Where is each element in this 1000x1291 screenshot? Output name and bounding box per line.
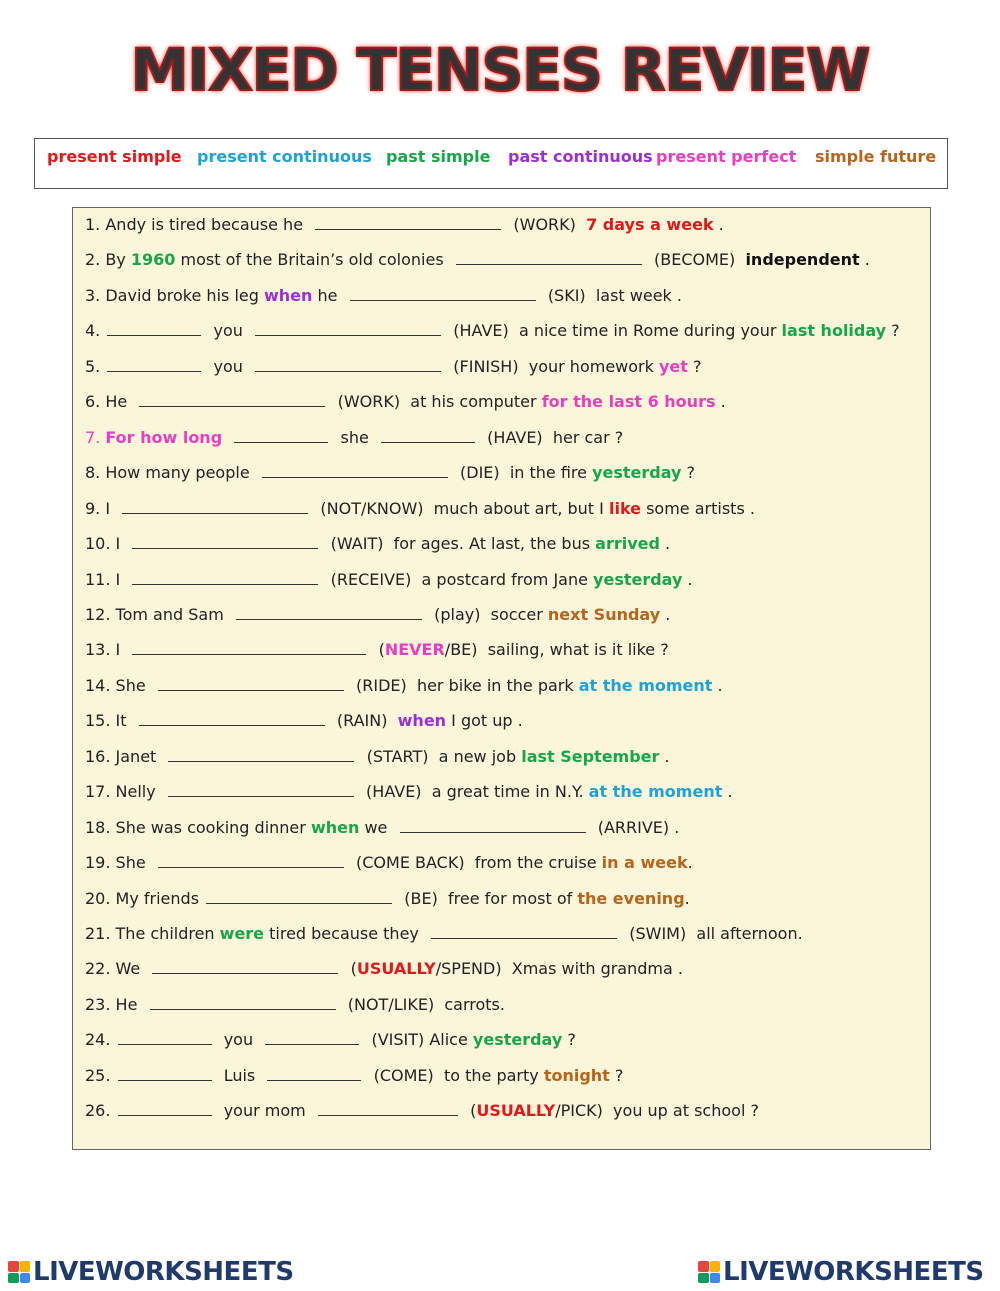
legend-present-continuous: present continuous [197,147,372,166]
question-text: 10. I [85,534,131,554]
time-expression: USUALLY [356,959,436,979]
time-expression: were [219,924,265,943]
liveworksheets-logo-right [698,1258,984,1286]
question-row [85,605,670,625]
answer-blank[interactable] [168,747,354,762]
answer-blank[interactable] [400,818,586,833]
question-text: ? [687,356,702,376]
question-text: I got up . [446,711,523,731]
time-expression: USUALLY [476,1101,556,1121]
question-text: . [684,888,690,908]
liveworksheets-logo-icon [698,1261,720,1283]
question-row [85,747,670,767]
question-text: 18. She was cooking dinner [85,817,311,837]
question-text: 4. [85,321,106,341]
time-expression: yesterday [472,1030,563,1050]
legend-past-simple: past simple [386,147,491,166]
time-expression: 7 days a week [586,215,714,234]
question-text: 22. We [85,959,151,979]
question-text: (COME BACK) from the cruise [345,853,602,873]
answer-blank[interactable] [150,995,336,1010]
question-text: ? [609,1065,624,1085]
question-text: 3. David broke his leg [85,285,264,305]
question-text: ? [886,321,900,341]
question-text: 26. [85,1101,116,1121]
question-text: (BECOME) [643,250,746,270]
answer-blank[interactable] [234,428,328,443]
question-text: (RECEIVE) a postcard from Jane [320,569,594,589]
question-text: (WORK) [503,215,587,234]
question-row [85,995,505,1015]
question-text: ( [368,640,385,660]
question-text: 13. I [85,640,131,660]
time-expression: at the moment [588,782,723,802]
question-text: 14. She [85,675,156,695]
answer-blank[interactable] [206,889,392,904]
question-text: . [712,675,723,695]
time-expression: in a week [601,853,688,873]
question-row [85,428,623,448]
question-text: (NOT/KNOW) much about art, but I [310,498,609,518]
question-text: 20. My friends [85,888,205,908]
answer-blank[interactable] [118,1101,212,1116]
time-expression: For how long [105,427,223,447]
answer-blank[interactable] [158,676,344,691]
answer-blank[interactable] [132,640,366,655]
question-text: he [312,285,348,305]
question-text: . [713,215,724,234]
question-text: you [203,356,254,376]
question-text: most of the Britain’s old colonies [175,250,454,270]
tense-legend [34,138,948,189]
question-row [85,1066,623,1086]
question-row [85,286,682,306]
question-text: . [682,569,693,589]
answer-blank[interactable] [315,215,501,230]
question-text: (FINISH) your homework [443,356,659,376]
question-text: Luis [213,1065,266,1085]
question-row [85,1030,576,1050]
question-text: 9. I [85,498,121,518]
answer-blank[interactable] [236,605,422,620]
question-text: 15. It [85,711,137,731]
question-text: ( [340,959,357,979]
question-row [85,534,670,554]
question-text: 21. The children [85,924,220,943]
question-text: ? [562,1030,576,1050]
question-text: (HAVE) a great time in N.Y. [355,782,589,802]
answer-blank[interactable] [122,499,308,514]
answer-blank[interactable] [132,570,318,585]
question-text: your mom [213,1101,316,1121]
legend-present-perfect: present perfect [656,147,797,166]
answer-blank[interactable] [350,286,536,301]
time-expression: NEVER [384,640,445,660]
answer-blank[interactable] [139,711,325,726]
question-text: 1. Andy is tired because he [85,215,314,234]
time-expression: last holiday [781,321,887,341]
questions-panel [72,207,931,1150]
question-text: (WORK) at his computer [327,392,542,412]
question-text: /PICK) you up at school ? [555,1101,759,1121]
question-text: (VISIT) Alice [361,1030,473,1050]
answer-blank[interactable] [158,853,344,868]
answer-blank[interactable] [456,250,642,265]
time-expression: yet [658,356,688,376]
answer-blank[interactable] [262,463,448,478]
question-text: . [660,604,671,624]
question-text: 25. [85,1065,116,1085]
question-text: . [659,746,670,766]
question-row [85,676,723,696]
question-row [85,357,701,377]
question-text: (HAVE) her car ? [477,427,624,447]
question-row [85,640,669,660]
question-text: (NOT/LIKE) carrots. [337,994,505,1014]
liveworksheets-logo-left [8,1258,294,1286]
question-text: (play) soccer [423,604,548,624]
question-text: (HAVE) a nice time in Rome during your [443,321,782,341]
question-row [85,570,693,590]
time-expression: the evening [577,888,685,908]
question-text: 2. By [85,250,131,270]
question-text: /BE) sailing, what is it like ? [444,640,669,660]
question-text: 16. Janet [85,746,167,766]
question-text: . [715,392,726,412]
question-text: we [359,817,398,837]
question-text: . [659,534,671,554]
question-row [85,392,726,412]
answer-blank[interactable] [318,1101,458,1116]
question-row [85,959,683,979]
time-expression: like [608,498,641,518]
brand-name: LIVEWORKSHEETS [723,1257,984,1287]
question-row [85,463,695,483]
question-row [85,853,693,873]
time-expression: yesterday [593,569,683,589]
time-expression: at the moment [578,675,713,695]
answer-blank[interactable] [118,1066,212,1081]
time-expression: next Sunday [547,604,661,624]
question-row [85,924,803,944]
answer-blank[interactable] [132,534,318,549]
time-expression: independent [745,250,860,270]
question-text: she [330,427,379,447]
question-text: ( [459,1101,477,1121]
question-text: 8. How many people [85,463,260,483]
answer-blank[interactable] [381,428,475,443]
time-expression: 1960 [130,250,176,270]
question-text: (ARRIVE) . [587,817,680,837]
question-text: 7. [85,427,106,447]
legend-simple-future: simple future [815,147,937,166]
question-text: 17. Nelly [85,782,166,802]
question-text: 12. Tom and Sam [85,604,234,624]
question-text: some artists . [641,498,755,518]
legend-past-continuous: past continuous [508,147,653,166]
question-row [85,889,690,909]
question-text: you [213,1030,264,1050]
question-text: (DIE) in the fire [449,463,593,483]
question-row [85,782,733,802]
question-row [85,321,900,341]
time-expression: when [263,285,313,305]
question-row [85,1101,759,1121]
answer-blank[interactable] [431,924,617,939]
question-text: . [722,782,733,802]
question-row [85,818,679,838]
question-text: 6. He [85,392,138,412]
time-expression: yesterday [592,463,682,483]
answer-blank[interactable] [267,1066,361,1081]
question-text: 11. I [85,569,131,589]
question-text: . [859,250,870,270]
question-row [85,711,523,731]
question-text: tired because they [264,924,430,943]
time-expression: when [397,711,447,731]
question-text: 5. [85,356,106,376]
time-expression: last September [521,746,660,766]
question-text: (BE) free for most of [394,888,578,908]
answer-blank[interactable] [168,782,354,797]
question-text: 19. She [85,853,156,873]
question-row [85,499,755,519]
question-text: ? [681,463,696,483]
question-text [222,428,232,447]
question-text: . [687,853,693,873]
liveworksheets-logo-icon [8,1261,30,1283]
legend-present-simple: present simple [47,147,182,166]
time-expression: tonight [543,1065,610,1085]
answer-blank[interactable] [255,321,441,336]
answer-blank[interactable] [265,1030,359,1045]
question-text: (SKI) last week . [537,285,682,305]
question-text: (RIDE) her bike in the park [345,675,579,695]
time-expression: for the last 6 hours [541,392,716,412]
answer-blank[interactable] [107,357,201,372]
question-text: 23. He [85,994,148,1014]
worksheet-title: MIXED TENSES REVIEW [130,36,870,104]
question-text: (COME) to the party [363,1065,544,1085]
question-text: (RAIN) [326,711,398,731]
answer-blank[interactable] [118,1030,212,1045]
brand-name: LIVEWORKSHEETS [33,1257,294,1287]
question-text: 24. [85,1030,116,1050]
question-row [85,250,870,270]
question-text: /SPEND) Xmas with grandma . [435,959,683,979]
question-row [85,215,724,235]
answer-blank[interactable] [139,392,325,407]
question-text: (START) a new job [356,746,522,766]
time-expression: arrived [595,534,660,554]
question-text: you [203,321,254,341]
question-text: (SWIM) all afternoon. [619,924,803,943]
time-expression: when [310,817,360,837]
question-text: (WAIT) for ages. At last, the bus [320,534,596,554]
answer-blank[interactable] [152,959,338,974]
answer-blank[interactable] [107,321,201,336]
answer-blank[interactable] [255,357,441,372]
